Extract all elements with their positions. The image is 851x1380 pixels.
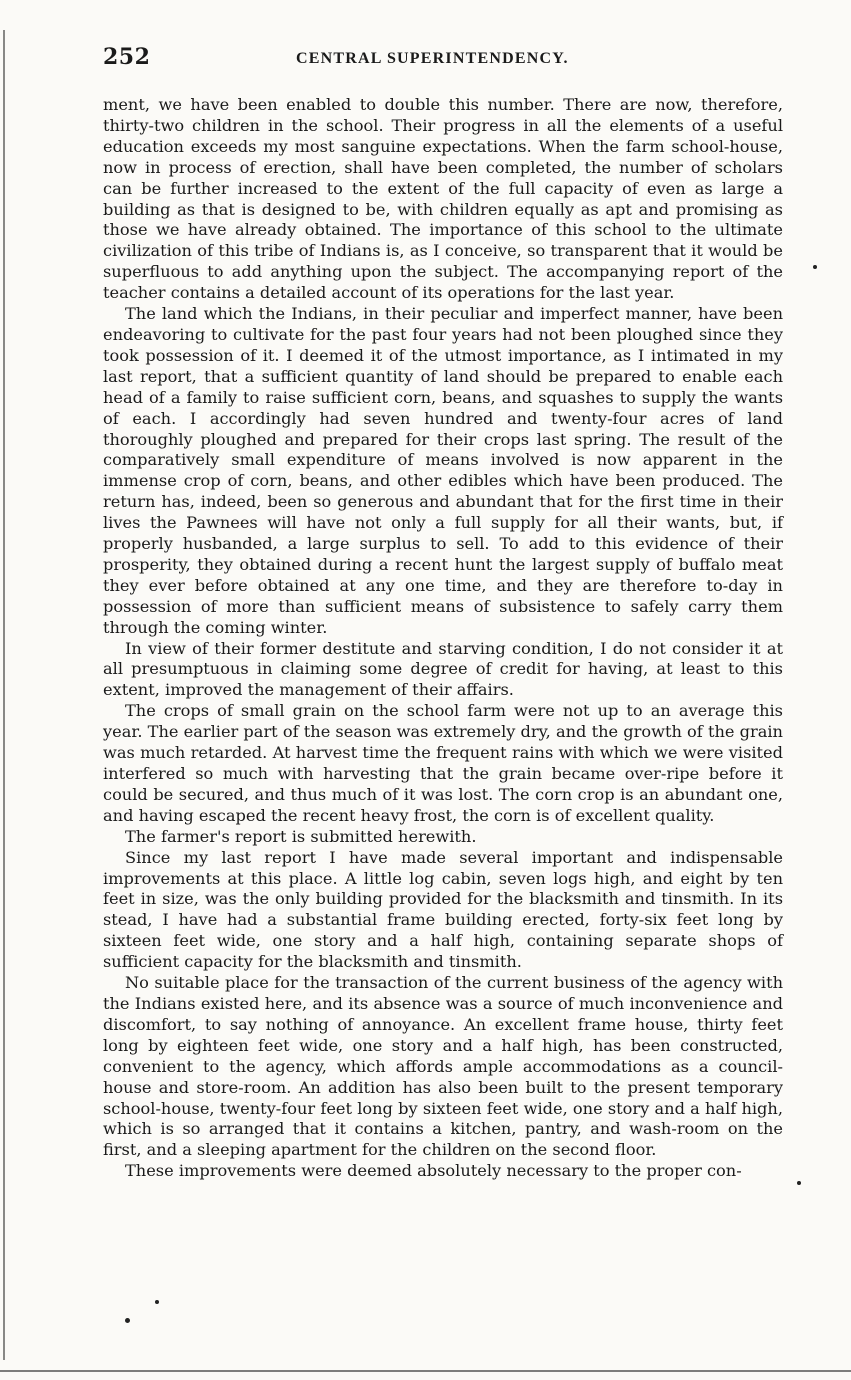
page-header [103, 44, 783, 74]
scan-speck [797, 1181, 801, 1185]
scan-speck [813, 265, 817, 269]
paragraph-2: The land which the Indians, in their peculiar and imperfect manner, have been endeavoring to cultivate for the past four years had not been ploughed since they took possession of it. I deemed it of the utmost importance, as I intimated in my last report, that a sufficient quantity of land should be prepared to enable each head of a family to raise sufficient corn, beans, and squashes to supply the wants of each. I accordingly had seven hundred and twenty-four acres of land thoroughly ploughed and prepared for their crops last spring. The result of the comparatively small expenditure of means involved is now apparent in the immense crop of corn, beans, and other edibles which have been produced. The return has, indeed, been so generous and abundant that for the first time in their lives the Pawnees will have not only a full supply for all their wants, but, if properly husbanded, a large surplus to sell. To add to this evidence of their prosperity, they obtained during a recent hunt the largest supply of buffalo meat they ever before obtained at any one time, and they are therefore to-day in possession of more than sufficient means of subsistence to safely carry them through the coming winter. [103, 304, 783, 637]
page-edge-line [3, 30, 5, 1360]
running-head: CENTRAL SUPERINTENDENCY. [296, 50, 569, 67]
scan-speck [155, 1300, 159, 1304]
body-text [103, 95, 783, 1182]
paragraph-6: Since my last report I have made several important and indispensable improvements at this place. A little log cabin, seven logs high, and eight by ten feet in size, was the only building provided for the blacksmith and tinsmith. In its stead, I have had a substantial frame building erected, forty-six feet long by sixteen feet wide, one story and a half high, containing separate shops of sufficient capacity for the blacksmith and tinsmith. [103, 847, 783, 972]
paragraph-5: The farmer's report is submitted herewith. [125, 826, 477, 846]
paragraph-7: No suitable place for the transaction of the current business of the agency with the Indians existed here, and its absence was a source of much inconvenience and discomfort, to say nothing of annoyance. An excellent frame house, thirty feet long by eighteen feet wide, one story and a half high, has been constructed, convenient to the agency, which affords ample accommodations as a council-house and store-room. An addition has also been built to the present temporary school-house, twenty-four feet long by sixteen feet wide, one story and a half high, which is so arranged that it contains a kitchen, pantry, and wash-room on the first, and a sleeping apartment for the children on the second floor. [103, 973, 783, 1160]
paragraph-8: These improvements were deemed absolutely necessary to the proper con- [125, 1161, 742, 1181]
page-bottom-line [0, 1370, 851, 1372]
paragraph-1: ment, we have been enabled to double this number. There are now, therefore, thirty-two children in the school. Their progress in all the elements of a useful education exceeds my most sanguine expectations. When the farm school-house, now in process of erection, shall have been completed, the number of scholars can be further increased to the extent of the full capacity of even as large a building as that is designed to be, with children equally as apt and promising as those we have already obtained. The importance of this school to the ultimate civilization of this tribe of Indians is, as I conceive, so transparent that it would be superfluous to add anything upon the subject. The accompanying report of the teacher contains a detailed account of its operations for the last year. [103, 95, 783, 303]
paragraph-4: The crops of small grain on the school farm were not up to an average this year. The earlier part of the season was extremely dry, and the growth of the grain was much retarded. At harvest time the frequent rains with which we were visited interfered so much with harvesting that the grain became over-ripe before it could be secured, and thus much of it was lost. The corn crop is an abundant one, and having escaped the recent heavy frost, the corn is of excellent quality. [103, 701, 783, 825]
paragraph-3: In view of their former destitute and starving condition, I do not consider it at all presumptuous in claiming some degree of credit for having, at least to this extent, improved the management of their affairs. [103, 638, 783, 700]
scan-speck [125, 1318, 130, 1323]
page-number: 252 [103, 44, 151, 70]
